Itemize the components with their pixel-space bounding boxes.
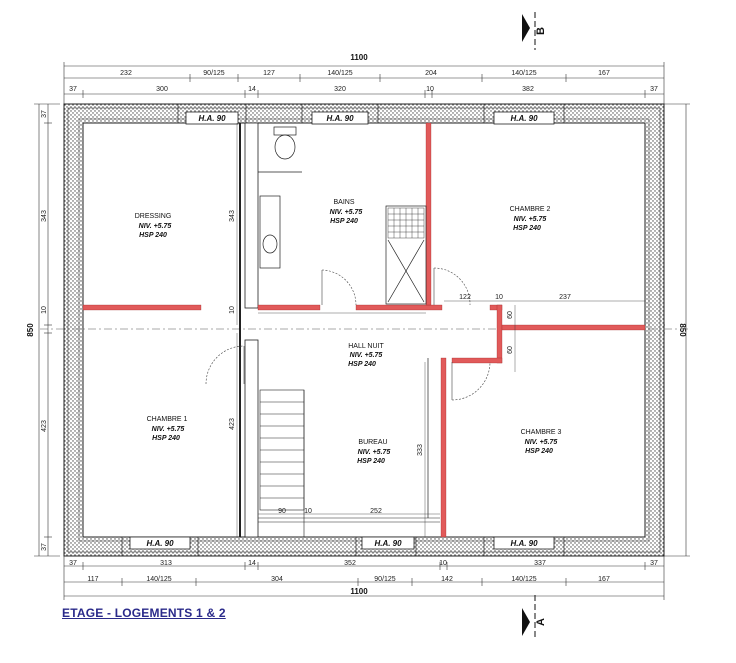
svg-text:10: 10 xyxy=(41,306,48,314)
svg-text:HSP 240: HSP 240 xyxy=(525,448,553,455)
section-label-a: A xyxy=(535,618,547,626)
interior-walls xyxy=(239,123,258,537)
svg-text:H.A. 90: H.A. 90 xyxy=(326,114,354,123)
room-chambre1 xyxy=(147,416,188,442)
room-bains xyxy=(330,199,363,225)
section-marker-a xyxy=(522,595,547,640)
svg-text:232: 232 xyxy=(120,70,132,77)
dimension-left xyxy=(34,104,60,556)
svg-text:HSP 240: HSP 240 xyxy=(357,458,385,465)
svg-text:167: 167 xyxy=(598,576,610,583)
room-chambre3 xyxy=(521,429,562,455)
svg-text:H.A. 90: H.A. 90 xyxy=(374,539,402,548)
svg-text:252: 252 xyxy=(370,508,382,515)
dim-top-row1 xyxy=(120,70,610,77)
svg-text:H.A. 90: H.A. 90 xyxy=(510,114,538,123)
svg-text:142: 142 xyxy=(441,576,453,583)
svg-text:37: 37 xyxy=(41,110,48,118)
svg-text:237: 237 xyxy=(559,294,571,301)
svg-text:140/125: 140/125 xyxy=(327,70,353,77)
svg-text:NIV. +5.75: NIV. +5.75 xyxy=(151,426,185,433)
svg-text:140/125: 140/125 xyxy=(511,70,537,77)
svg-text:140/125: 140/125 xyxy=(511,576,537,583)
svg-text:37: 37 xyxy=(69,560,77,567)
svg-text:10: 10 xyxy=(426,86,434,93)
svg-text:HSP 240: HSP 240 xyxy=(348,361,376,368)
room-dressing xyxy=(135,213,172,239)
svg-text:300: 300 xyxy=(156,86,168,93)
svg-text:NIV. +5.75: NIV. +5.75 xyxy=(513,216,547,223)
dim-right-total: 850 xyxy=(678,323,687,337)
svg-text:NIV. +5.75: NIV. +5.75 xyxy=(138,223,172,230)
room-chambre2 xyxy=(510,206,551,232)
svg-text:333: 333 xyxy=(417,444,424,456)
door-bains xyxy=(322,270,356,305)
dim-left-segments xyxy=(41,110,48,551)
dim-bottom-total: 1100 xyxy=(350,587,368,596)
svg-text:204: 204 xyxy=(425,70,437,77)
svg-text:423: 423 xyxy=(41,420,48,432)
toilet-icon xyxy=(274,127,296,159)
svg-text:423: 423 xyxy=(229,418,236,430)
svg-text:10: 10 xyxy=(229,306,236,314)
svg-text:BAINS: BAINS xyxy=(333,199,355,206)
svg-text:HSP 240: HSP 240 xyxy=(139,232,167,239)
svg-text:DRESSING: DRESSING xyxy=(134,213,172,220)
sink-icon xyxy=(260,196,280,268)
svg-text:H.A. 90: H.A. 90 xyxy=(510,539,538,548)
svg-text:10: 10 xyxy=(439,560,447,567)
svg-text:304: 304 xyxy=(271,576,283,583)
svg-text:343: 343 xyxy=(41,210,48,222)
svg-text:352: 352 xyxy=(344,560,356,567)
svg-text:HSP 240: HSP 240 xyxy=(330,218,358,225)
svg-text:CHAMBRE 3: CHAMBRE 3 xyxy=(520,429,562,436)
svg-text:37: 37 xyxy=(650,86,658,93)
dim-left-total: 850 xyxy=(26,323,35,337)
svg-text:10: 10 xyxy=(304,508,312,515)
svg-text:HSP 240: HSP 240 xyxy=(152,435,180,442)
svg-text:167: 167 xyxy=(598,70,610,77)
svg-text:NIV. +5.75: NIV. +5.75 xyxy=(349,352,383,359)
svg-text:382: 382 xyxy=(522,86,534,93)
shower-tiles-icon xyxy=(388,208,424,238)
svg-text:60: 60 xyxy=(507,346,514,354)
svg-text:NIV. +5.75: NIV. +5.75 xyxy=(357,449,391,456)
svg-text:343: 343 xyxy=(229,210,236,222)
dim-top-total: 1100 xyxy=(350,53,368,62)
svg-text:10: 10 xyxy=(495,294,503,301)
svg-text:NIV. +5.75: NIV. +5.75 xyxy=(329,209,363,216)
svg-text:CHAMBRE 1: CHAMBRE 1 xyxy=(146,416,188,423)
svg-text:BUREAU: BUREAU xyxy=(358,439,388,446)
room-hall xyxy=(348,343,384,368)
dimension-top xyxy=(64,62,664,104)
door-chambre1 xyxy=(206,346,244,384)
svg-text:140/125: 140/125 xyxy=(146,576,172,583)
door-chambre3 xyxy=(452,362,490,400)
drawing-title: ETAGE - LOGEMENTS 1 & 2 xyxy=(62,606,226,620)
room-bureau xyxy=(357,439,390,465)
svg-text:37: 37 xyxy=(69,86,77,93)
svg-text:90: 90 xyxy=(278,508,286,515)
svg-text:90/125: 90/125 xyxy=(203,70,225,77)
svg-text:320: 320 xyxy=(334,86,346,93)
svg-text:337: 337 xyxy=(534,560,546,567)
svg-text:14: 14 xyxy=(248,560,256,567)
svg-text:H.A. 90: H.A. 90 xyxy=(198,114,226,123)
svg-text:NIV. +5.75: NIV. +5.75 xyxy=(524,439,558,446)
svg-text:122: 122 xyxy=(459,294,471,301)
svg-text:14: 14 xyxy=(248,86,256,93)
svg-text:117: 117 xyxy=(87,576,99,583)
svg-text:37: 37 xyxy=(41,543,48,551)
svg-text:HALL NUIT: HALL NUIT xyxy=(348,343,384,350)
svg-text:127: 127 xyxy=(263,70,275,77)
dim-top-row2 xyxy=(69,86,658,93)
svg-text:90/125: 90/125 xyxy=(374,576,396,583)
svg-text:H.A. 90: H.A. 90 xyxy=(146,539,174,548)
section-marker-b xyxy=(522,12,547,50)
section-label-b: B xyxy=(535,27,547,35)
svg-text:HSP 240: HSP 240 xyxy=(513,225,541,232)
svg-text:60: 60 xyxy=(507,311,514,319)
svg-text:CHAMBRE 2: CHAMBRE 2 xyxy=(509,206,551,213)
svg-text:313: 313 xyxy=(160,560,172,567)
svg-text:37: 37 xyxy=(650,560,658,567)
partitions xyxy=(83,123,645,537)
